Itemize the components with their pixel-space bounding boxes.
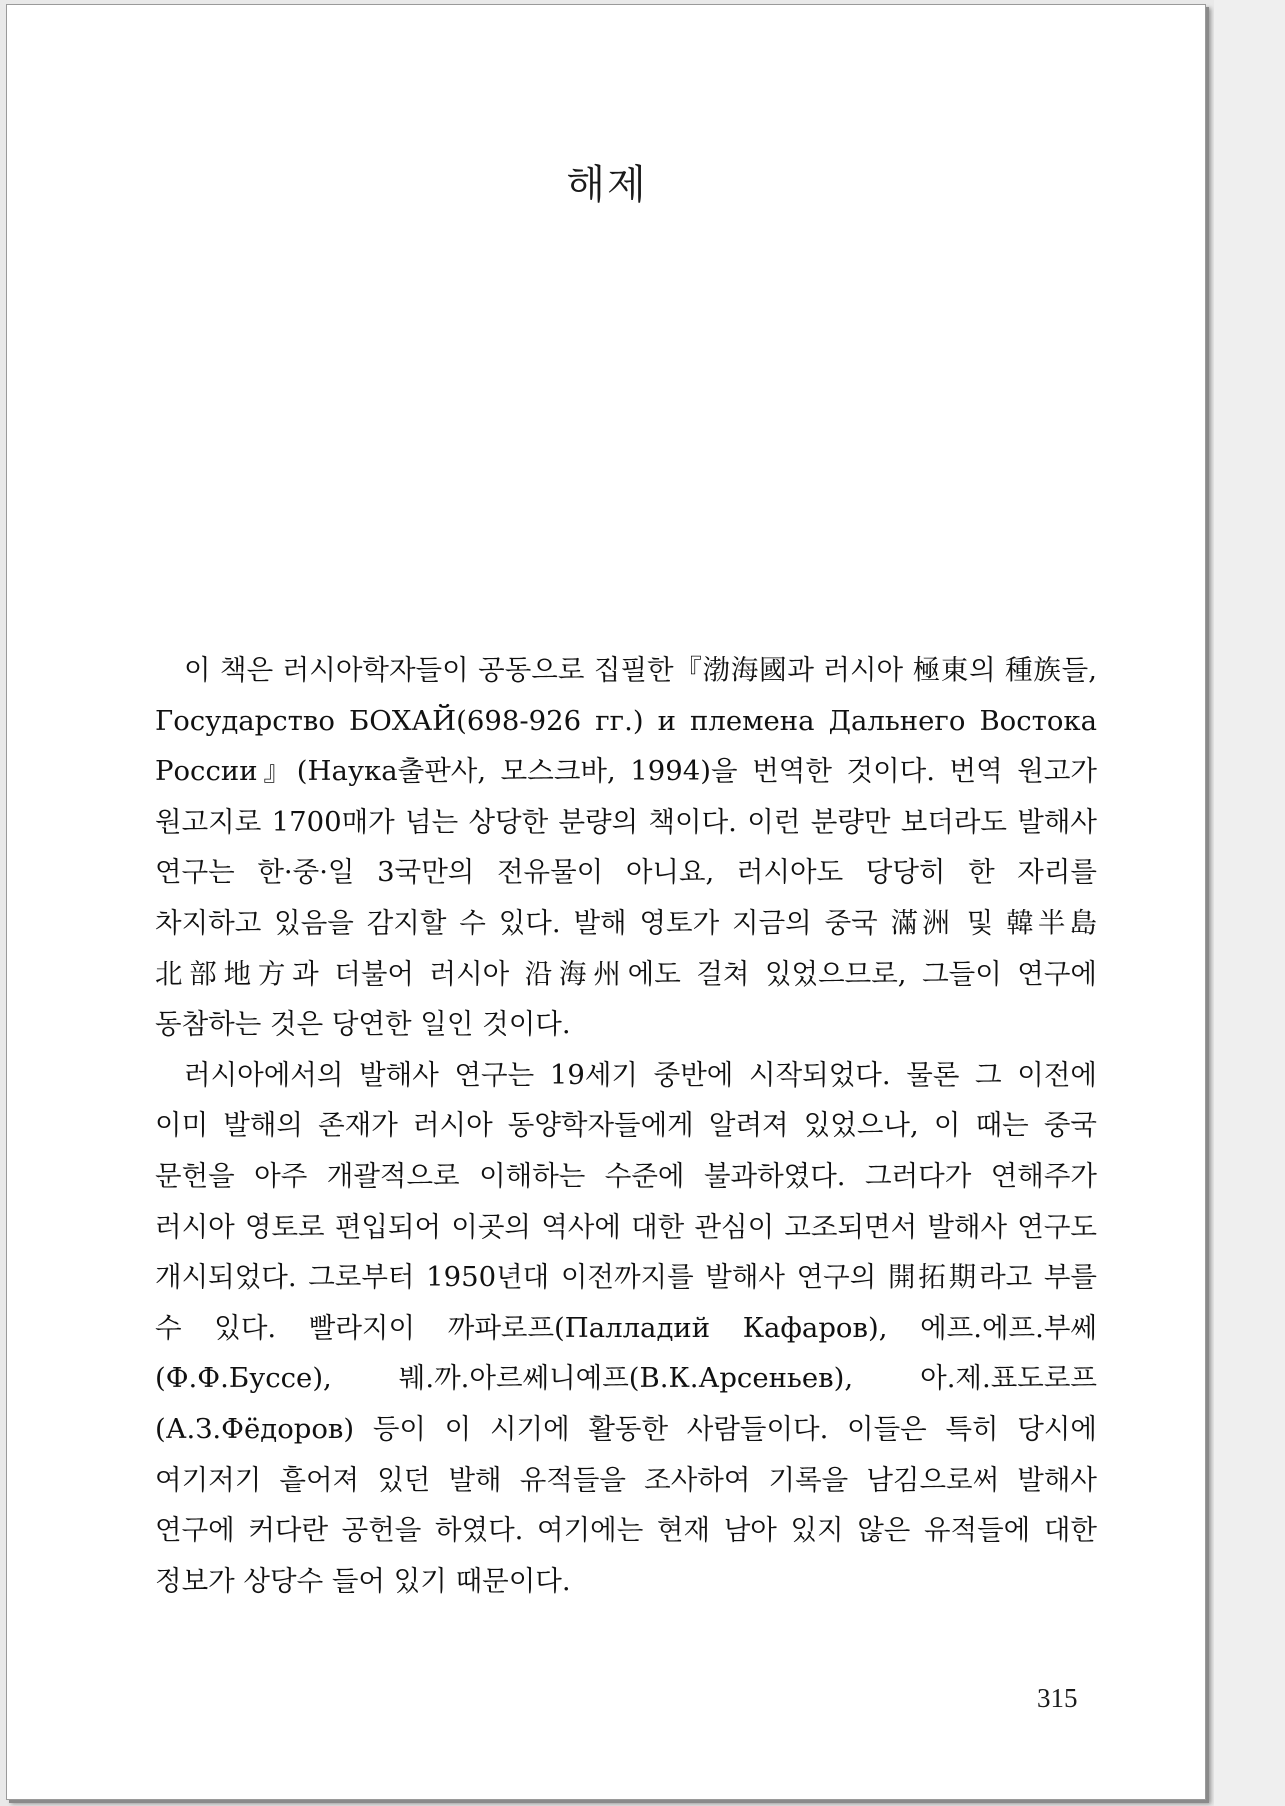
paragraph-2: 러시아에서의 발해사 연구는 19세기 중반에 시작되었다. 물론 그 이전에 이미 발해의 존재가 러시아 동양학자들에게 알려져 있었으나, 이 때는 중국 문헌을 아주 개괄적으로 이해하는 수준에 불과하였다. 그러다가 연해주가 러시아 영토로 편입되어 이곳의 역사에 대한 관심이 고조되면서 발해사 연구도 개시되었다. 그로부터 1950년대 이전까지를 발해사 연구의 開拓期라고 부를 수 있다. 빨라지이 까파로프(Палладий Кафаров), 에프.에프.부쎄(Ф.Ф.Буссе), 붸.까.아르쎄니예프(В.К.Арсеньев), 아.제.표도로프(А.З.Фёдоров) 등이 이 시기에 활동한 사람들이다. 이들은 특히 당시에 여기저기 흩어져 있던 발해 유적들을 조사하여 기록을 남김으로써 발해사 연구에 커다란 공헌을 하였다. 여기에는 현재 남아 있지 않은 유적들에 대한 정보가 상당수 들어 있기 때문이다. — [155, 1058, 1097, 1597]
paragraph-1: 이 책은 러시아학자들이 공동으로 집필한『渤海國과 러시아 極東의 種族들, Государство БОХАЙ(698-926 гг.) и племена Дальнего Востока России』(Наука출판사, 모스크바, 1994)을 번역한 것이다. 번역 원고가 원고지로 1700매가 넘는 상당한 분량의 책이다. 이런 분량만 보더라도 발해사 연구는 한·중·일 3국만의 전유물이 아니요, 러시아도 당당히 한 자리를 차지하고 있음을 감지할 수 있다. 발해 영토가 지금의 중국 滿洲 및 韓半島 北部地方과 더불어 러시아 沿海州에도 걸쳐 있었으므로, 그들이 연구에 동참하는 것은 당연한 일인 것이다. — [155, 654, 1097, 1041]
viewer-background-edge — [1214, 0, 1285, 1806]
body-text — [155, 645, 1097, 1606]
page-title: 해제 — [566, 162, 648, 208]
page-number: 315 — [1037, 1683, 1078, 1713]
book-page — [6, 4, 1206, 1800]
